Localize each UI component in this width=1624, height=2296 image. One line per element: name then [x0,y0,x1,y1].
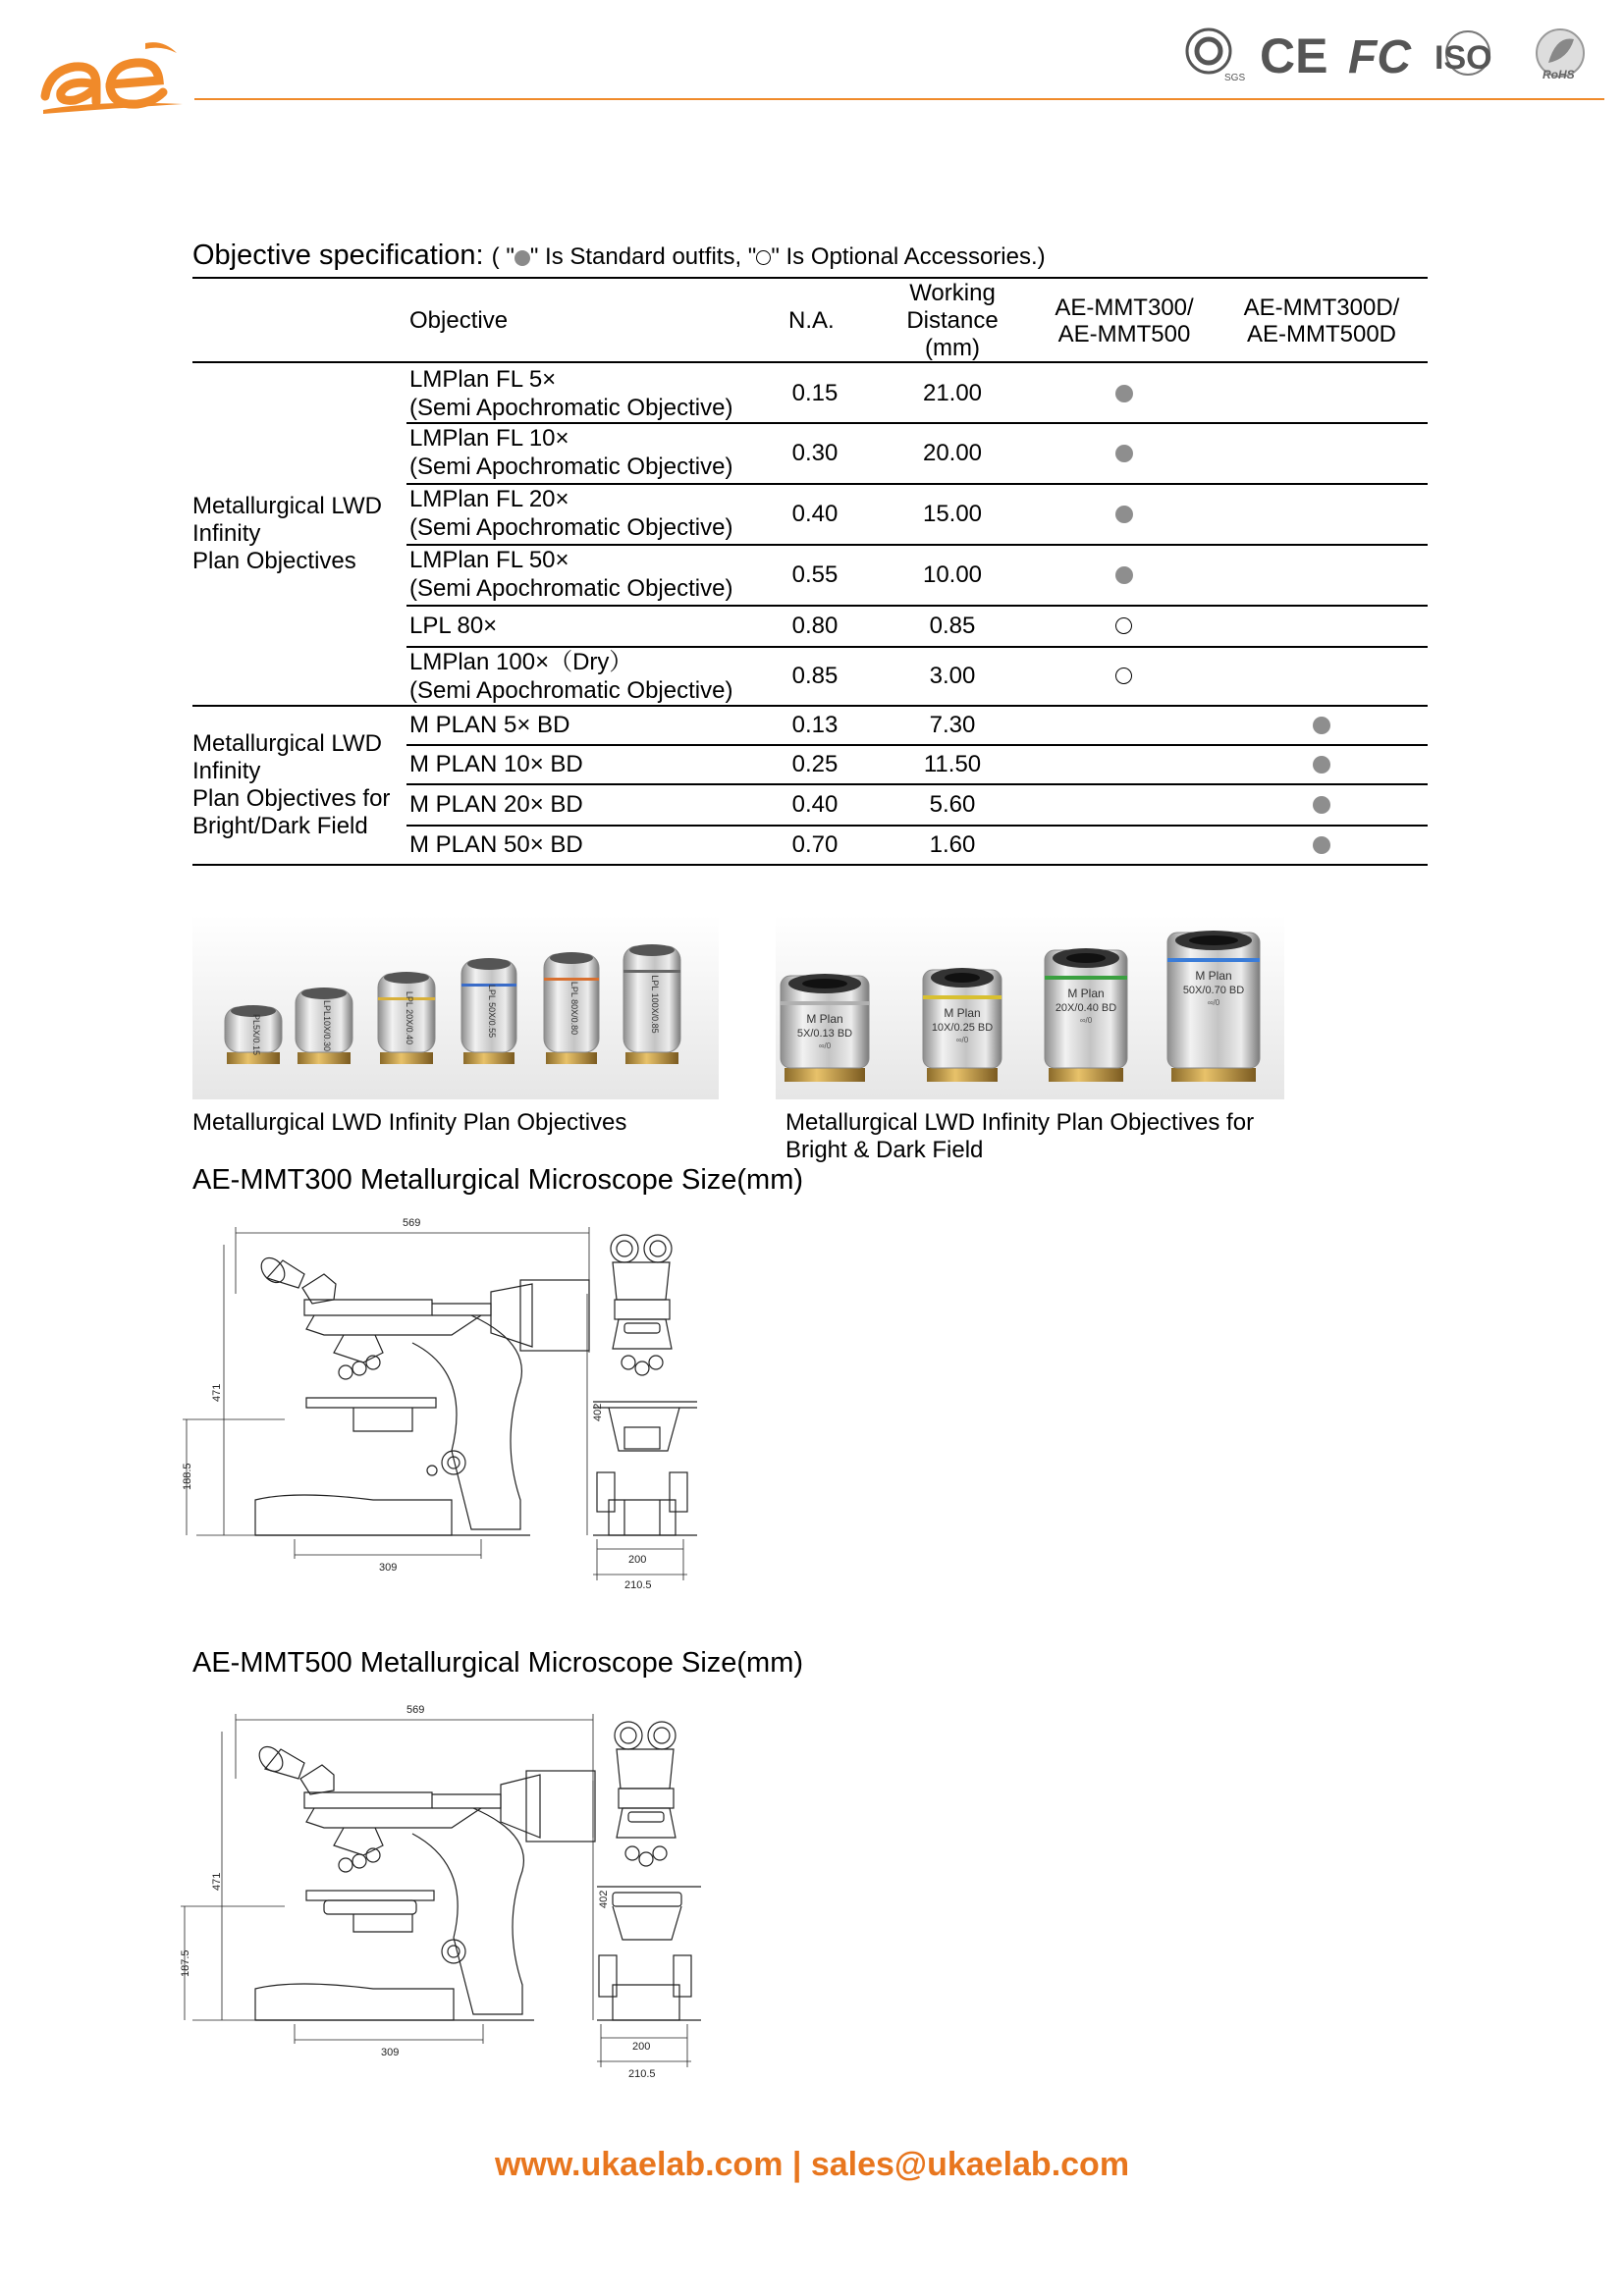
objective-wd: 1.60 [929,831,976,858]
lens-label: LPL 20X/0.40 [405,990,414,1045]
fc-logo: FC [1348,31,1411,83]
svg-text:ISO: ISO [1435,39,1492,77]
header-wd-1: Working [909,280,996,306]
group1-line1: Metallurgical LWD [192,493,382,519]
mmt300-size-title: AE-MMT300 Metallurgical Microscope Size(mm) [192,1164,804,1196]
objective-wd: 7.30 [929,712,976,738]
header-m300-2: AE-MMT500 [1057,321,1191,347]
group2-line2: Infinity [192,758,261,784]
objective-name: LMPlan FL 50× [409,547,569,573]
objective-subtitle: (Semi Apochromatic Objective) [409,454,733,480]
objective-name: LMPlan FL 20× [409,486,569,512]
objective-lens [461,958,516,1064]
spec-title-text: Objective specification: [192,240,484,271]
objective-wd: 15.00 [922,501,983,527]
spec-title [192,240,1046,272]
standard-dot-icon [1313,756,1330,774]
dim300-front: 200 [628,1554,647,1566]
table-group-rule [192,705,1428,707]
objective-na: 0.30 [791,440,839,466]
dim300-stage: 188.5 [182,1463,193,1490]
dim500-arm: 402 [598,1890,610,1908]
objective-name: M PLAN 50× BD [409,831,583,858]
row-rule [406,825,1428,827]
photo-caption-right-2: Bright & Dark Field [785,1137,984,1163]
header-divider [194,98,1604,100]
bd-lens-label-3: ∞/0 [1207,998,1220,1007]
row-rule [406,605,1428,607]
header-wd-3: (mm) [925,335,980,361]
bd-lens-label-1: M Plan [1067,987,1105,1000]
brand-logo [39,35,187,118]
mmt500-size-title: AE-MMT500 Metallurgical Microscope Size(mm) [192,1647,804,1679]
objective-na: 0.85 [791,663,839,689]
lens-label: LPL 50X/0.55 [487,984,497,1039]
objective-name: M PLAN 20× BD [409,791,583,818]
lens-label: LPL10X/0.30 [322,999,332,1052]
objective-name: LMPlan FL 5× [409,366,557,393]
objective-wd: 5.60 [929,791,976,818]
footer-contact[interactable]: www.ukaelab.com | sales@ukaelab.com [494,2146,1130,2183]
bd-objective-lens [923,968,1001,1082]
objective-wd: 20.00 [922,440,983,466]
objective-subtitle: (Semi Apochromatic Objective) [409,395,733,421]
bd-lens-label-3: ∞/0 [955,1036,969,1044]
objective-lens [623,944,680,1064]
lens-label: LPL 80X/0.80 [569,981,579,1036]
note-open: ( " [491,243,514,270]
optional-circle-icon [756,250,771,265]
dim300-base: 309 [379,1562,398,1574]
bd-lens-label-2: 50X/0.70 BD [1182,985,1245,996]
mmt500-dimension-drawing [180,1690,785,2093]
table-top-rule [192,277,1428,279]
objective-na: 0.13 [791,712,839,738]
header-m300d-1: AE-MMT300D/ [1243,294,1400,321]
row-rule [406,783,1428,785]
bd-lens-label-3: ∞/0 [1079,1016,1093,1025]
photo-caption-right [785,1109,1254,1164]
group2-line1: Metallurgical LWD [192,730,382,757]
objective-na: 0.40 [791,501,839,527]
objective-wd: 11.50 [923,751,982,777]
objective-na: 0.80 [791,613,839,639]
certification-logos [1183,24,1596,86]
svg-text:SGS: SGS [1224,73,1246,83]
objective-na: 0.25 [791,751,839,777]
mmt300-dimension-drawing [182,1205,785,1608]
objective-wd: 10.00 [922,561,983,588]
photo-plan-objectives [192,915,719,1099]
objective-na: 0.55 [791,561,839,588]
dim500-height: 471 [211,1872,223,1891]
dim500-base: 309 [381,2047,400,2058]
bd-objective-lens [1045,948,1127,1082]
spec-note [492,243,1046,270]
objective-lens [378,972,435,1064]
objective-na: 0.70 [791,831,839,858]
bd-objective-lens [1167,931,1260,1082]
table-header-rule [192,361,1428,363]
optional-circle-icon [1115,617,1132,634]
dim500-width: 569 [406,1704,425,1716]
dim300-width: 569 [403,1217,421,1229]
standard-dot-icon [1313,796,1330,814]
header-m300-1: AE-MMT300/ [1055,294,1194,321]
group-label-plan [192,493,382,575]
bd-lens-label-2: 20X/0.40 BD [1055,1002,1117,1014]
iso-logo [1435,31,1492,77]
objective-na: 0.40 [791,791,839,818]
objective-wd: 21.00 [922,380,983,406]
header-objective: Objective [409,307,509,334]
objective-subtitle: (Semi Apochromatic Objective) [409,575,733,602]
lens-label: PL5X/0.15 [251,1013,261,1056]
header-wd-2: Distance [906,307,999,334]
photo-caption-left: Metallurgical LWD Infinity Plan Objectives [192,1109,627,1136]
standard-dot-icon [1115,566,1133,584]
bd-lens-label-1: M Plan [1195,969,1232,983]
objective-name: LPL 80× [409,613,498,639]
svg-text:RoHS: RoHS [1543,68,1575,81]
objective-wd: 3.00 [929,663,976,689]
standard-dot-icon [1313,836,1330,854]
objective-na: 0.15 [791,380,839,406]
optional-circle-icon [1115,667,1132,684]
dim300-arm: 402 [592,1403,604,1421]
note-optional: " Is Optional Accessories.) [771,243,1046,270]
standard-dot-icon [1115,506,1133,523]
standard-dot-icon [1313,717,1330,734]
objective-subtitle: (Semi Apochromatic Objective) [409,677,733,704]
header-na: N.A. [788,307,835,334]
row-rule [406,744,1428,746]
note-standard: " Is Standard outfits, " [529,243,757,270]
objective-subtitle: (Semi Apochromatic Objective) [409,514,733,541]
standard-dot-icon [1115,445,1133,462]
group-label-bd [192,730,390,840]
dim500-front-total: 210.5 [628,2068,656,2080]
sgs-logo [1187,29,1245,83]
bd-lens-label-1: M Plan [944,1006,981,1020]
group2-line4: Bright/Dark Field [192,813,368,839]
bd-lens-label-2: 10X/0.25 BD [931,1022,994,1034]
rohs-logo [1537,29,1584,81]
standard-dot-icon [514,250,530,266]
bd-lens-label-1: M Plan [806,1012,843,1026]
objective-wd: 0.85 [929,613,976,639]
objective-lens [296,988,352,1064]
dim500-front: 200 [632,2041,651,2053]
photo-caption-right-1: Metallurgical LWD Infinity Plan Objectives for [785,1109,1255,1136]
group1-line2: Infinity [192,520,261,547]
photo-bd-objectives [776,915,1284,1099]
objective-name: LMPlan FL 10× [409,425,569,452]
objective-name: M PLAN 10× BD [409,751,583,777]
objective-lens [544,952,599,1064]
bd-objective-lens [781,974,869,1082]
ce-logo: CE [1260,28,1328,83]
objective-lens [225,1005,282,1064]
bd-lens-label-2: 5X/0.13 BD [796,1028,853,1040]
dim300-front-total: 210.5 [624,1579,652,1591]
dim300-height: 471 [211,1383,223,1402]
objective-name: LMPlan 100×（Dry） [409,649,633,675]
dim500-stage: 187.5 [180,1949,191,1977]
objective-name: M PLAN 5× BD [409,712,570,738]
group1-line3: Plan Objectives [192,548,356,574]
bd-lens-label-3: ∞/0 [818,1041,832,1050]
lens-label: LPL 100X/0.85 [650,975,660,1034]
table-bottom-rule [192,864,1428,866]
header-m300d-2: AE-MMT500D [1246,321,1397,347]
group2-line3: Plan Objectives for [192,785,391,812]
standard-dot-icon [1115,385,1133,402]
